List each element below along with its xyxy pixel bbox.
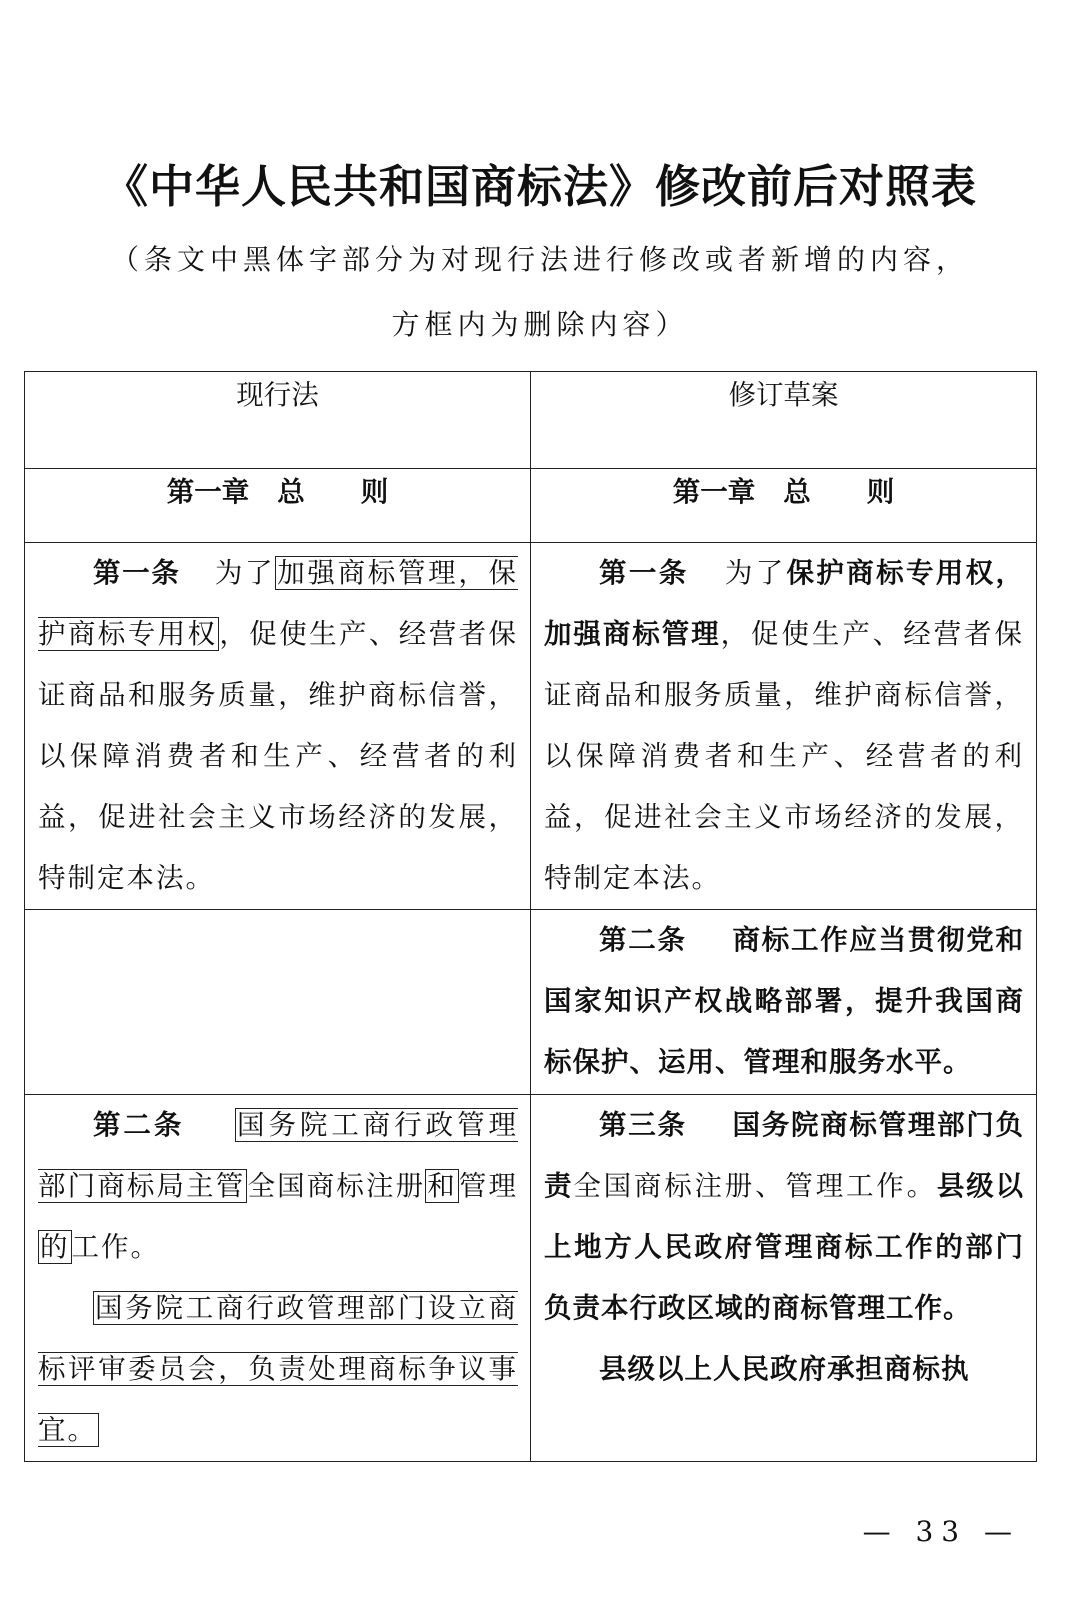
added-text-bold: 县级以上地方人民政府管理商标工作的部门负责本行政区域的商标管理工作。 (544, 1170, 1025, 1324)
article-label: 第二条 (93, 1109, 185, 1141)
table-row (25, 543, 1037, 910)
current-law-article-1 (25, 543, 531, 910)
revised-draft-article-1 (531, 543, 1037, 910)
current-law-empty-cell (25, 910, 531, 1095)
deleted-text-box: 的 (40, 1231, 70, 1263)
chapter-title-char-2: 则 (866, 476, 895, 508)
current-law-article-2 (25, 1095, 531, 1462)
article-text: ，促使生产、经营者保证商品和服务质量，维护商标信誉，以保障消费者和生产、经营者的利益，促进社会主义市场经济的发展，特制定本法。 (38, 618, 519, 894)
document-title: 《中华人民共和国商标法》修改前后对照表 (102, 160, 977, 213)
chapter-number: 第一章 (166, 476, 250, 508)
header-revised-draft: 修订草案 (531, 372, 1037, 469)
revised-draft-article-2 (531, 910, 1037, 1095)
deleted-text-box: 和 (427, 1170, 457, 1202)
table-row (25, 910, 1037, 1095)
article-label: 第三条 (599, 1109, 687, 1141)
article-label: 第一条 (93, 557, 181, 589)
chapter-title-char-1: 总 (277, 476, 305, 508)
added-text-bold: 国务院商标管理部门负责 (544, 1109, 1025, 1202)
article-text: 全国商标注册、管理工作。 (573, 1170, 937, 1202)
article-text: ，促使生产、经营者保证商品和服务质量，维护商标信誉，以保障消费者和生产、经营者的利益，促进社会主义市场经济的发展，特制定本法。 (544, 618, 1025, 894)
article-text: 工作。 (71, 1231, 160, 1263)
comparison-table (24, 371, 1037, 1462)
subtitle-line-1: （条文中黑体字部分为对现行法进行修改或者新增的内容， (110, 243, 969, 276)
article-text: 管理 (458, 1170, 519, 1202)
chapter-right (531, 469, 1037, 543)
chapter-number: 第一章 (672, 476, 756, 508)
article-text: 为了 (724, 557, 787, 589)
chapter-left (25, 469, 531, 543)
added-text-bold: 保护商标专用权，加强商标管理 (544, 557, 1025, 650)
revised-draft-article-3 (531, 1095, 1037, 1462)
added-text-bold: 商标工作应当贯彻党和国家知识产权战略部署，提升我国商标保护、运用、管理和服务水平。 (544, 924, 1025, 1078)
deleted-text-box: 国务院工商行政管理部门设立商标评审委员会，负责处理商标争议事宜。 (38, 1292, 518, 1446)
article-text: 为了 (214, 557, 276, 589)
header-current-law: 现行法 (25, 372, 531, 469)
deleted-text-box: 加强商标管理，保护商标专用权 (38, 557, 519, 650)
page-number: — 33 — (862, 1515, 1020, 1548)
subtitle-line-2: 方框内为删除内容） (391, 308, 689, 341)
deleted-text-box: 国务院工商行政管理部门商标局主管 (38, 1109, 519, 1202)
article-label: 第一条 (599, 557, 689, 589)
table-header-row (25, 372, 1037, 469)
added-text-bold: 县级以上人民政府承担商标执 (599, 1353, 970, 1385)
article-text: 全国商标注册 (247, 1170, 426, 1202)
chapter-title-char-1: 总 (783, 476, 811, 508)
chapter-row (25, 469, 1037, 543)
article-label: 第二条 (599, 924, 687, 956)
chapter-title-char-2: 则 (360, 476, 389, 508)
table-row (25, 1095, 1037, 1462)
